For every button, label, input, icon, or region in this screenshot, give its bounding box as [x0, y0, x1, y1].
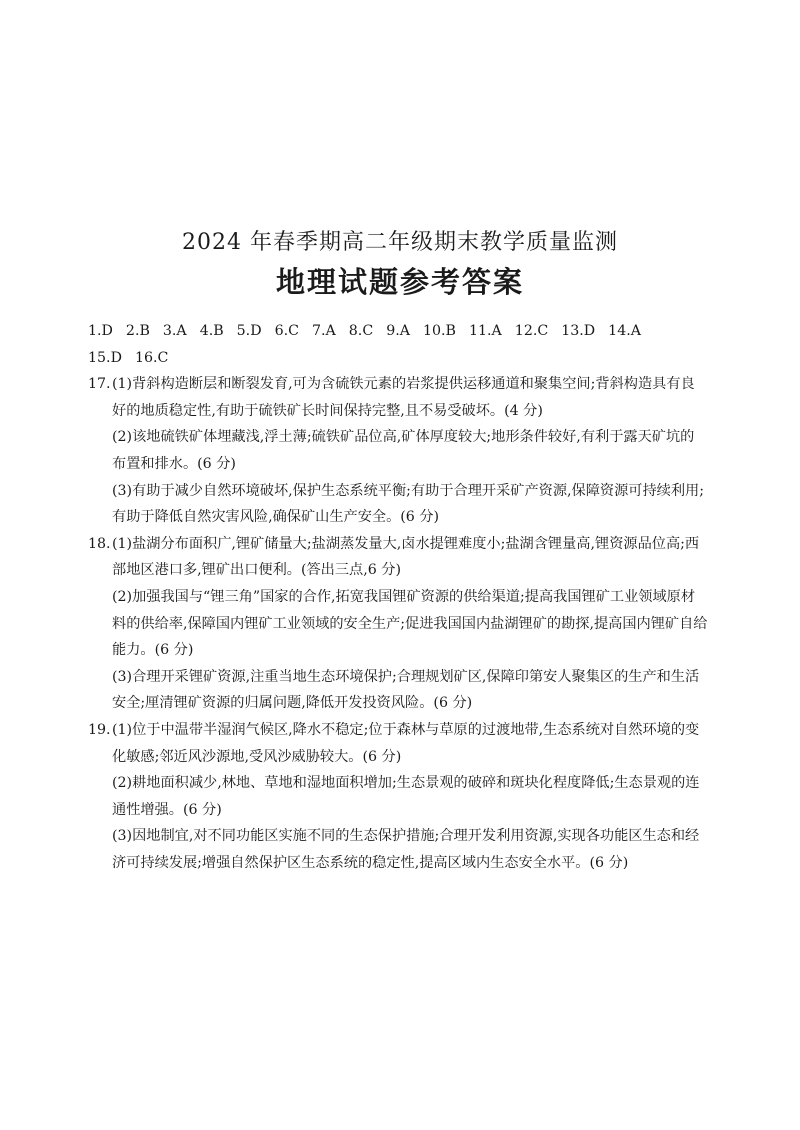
mc-answer: 13.D [561, 323, 596, 339]
mc-answer: 2.B [125, 323, 150, 339]
mc-answer: 4.B [199, 323, 224, 339]
question-18 [88, 531, 708, 717]
mc-answer: 7.A [311, 323, 336, 339]
mc-answer: 9.A [386, 323, 410, 339]
exam-subtitle: 地理试题参考答案 [275, 265, 524, 299]
mc-answer: 12.C [514, 323, 549, 339]
mc-line-1 [88, 318, 708, 345]
answer-part: (1)盐湖分布面积广,锂矿储量大;盐湖蒸发量大,卤水提锂难度小;盐湖含锂量高,锂资源品位高;西部地区港口多,锂矿出口便利。(答出三点,6 分) [112, 535, 700, 579]
answer-part: (2)该地硫铁矿体埋藏浅,浮土薄;硫铁矿品位高,矿体厚度较大;地形条件较好,有利于露天矿坑的布置和排水。(6 分) [112, 429, 695, 472]
answer-part: (3)因地制宜,对不同功能区实施不同的生态保护措施;合理开发利用资源,实现各功能区生态和经济可持续发展;增强自然保护区生态系统的稳定性,提高区域内生态安全水平。(6 分) [112, 828, 700, 871]
answer-part: (3)合理开采锂矿资源,注重当地生态环境保护;合理规划矿区,保障印第安人聚集区的生产和生活安全;厘清锂矿资源的归属问题,降低开发投资风险。(6 分) [112, 668, 700, 712]
mc-answer: 8.C [348, 323, 374, 339]
question-number: 19. [88, 721, 111, 738]
question-number: 18. [88, 535, 111, 552]
answer-part: (2)耕地面积减少,林地、草地和湿地面积增加;生态景观的破碎和斑块化程度降低;生态景观的连通性增强。(6 分) [112, 775, 700, 818]
multiple-choice-answers [88, 318, 708, 371]
answer-part: (3)有助于减少自然环境破坏,保护生态系统平衡;有助于合理开采矿产资源,保障资源可持续利用;有助于降低自然灾害风险,确保矿山生产安全。(6 分) [112, 482, 704, 526]
mc-answer: 3.A [162, 323, 187, 339]
mc-answer: 11.A [468, 323, 502, 339]
answer-part: (2)加强我国与“锂三角”国家的合作,拓宽我国锂矿资源的供给渠道;提高我国锂矿工业领域原材料的供给率,保障国内锂矿工业领域的安全生产;促进我国国内盐湖锂矿的勘探,提高国内锂矿自给能力。(6 分) [112, 588, 708, 659]
mc-answer: 16.C [134, 349, 169, 366]
mc-answer: 6.C [274, 323, 299, 339]
answer-part: (1)位于中温带半湿润气候区,降水不稳定;位于森林与草原的过渡地带,生态系统对自然环境的变化敏感;邻近风沙源地,受风沙威胁较大。(6 分) [112, 721, 700, 765]
answer-part: (1)背斜构造断层和断裂发育,可为含硫铁元素的岩浆提供运移通道和聚集空间;背斜构造具有良好的地质稳定性,有助于硫铁矿长时间保持完整,且不易受破坏。(4 分) [112, 376, 695, 419]
mc-line-2 [88, 345, 708, 372]
mc-answer: 15.D [88, 349, 122, 366]
title-block [0, 228, 800, 302]
answer-content [88, 318, 708, 876]
question-19 [88, 717, 708, 877]
mc-answer: 14.A [608, 323, 641, 339]
mc-answer: 10.B [422, 323, 456, 339]
mc-answer: 1.D [88, 323, 113, 339]
mc-answer: 5.D [236, 323, 262, 339]
question-17 [88, 371, 708, 531]
exam-title: 2024 年春季期高二年级期末教学质量监测 [182, 230, 618, 255]
question-number: 17. [88, 376, 111, 393]
